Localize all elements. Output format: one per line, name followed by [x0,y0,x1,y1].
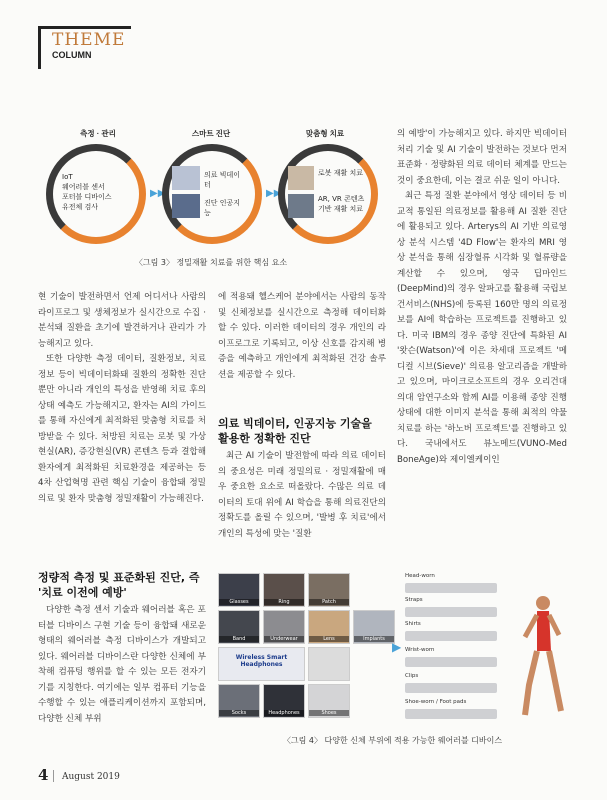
brain-scan-image-icon [172,194,200,218]
device-tile: Socks [218,684,260,718]
diagnosis-item: 진단 인공지능 [204,199,241,217]
device-tile [308,647,350,681]
device-tile: Glasses [218,573,260,607]
runner-icon [515,593,565,719]
measure-item: 포터블 디바이스 [62,193,112,201]
issue-month: August 2019 [62,772,120,782]
body-label: Straps [405,597,423,603]
body-label: Head-worn [405,573,435,579]
device-strip [405,583,497,593]
body-label: Clips [405,673,419,679]
page-number: 4 [38,766,49,784]
device-strip [405,607,497,617]
device-tile: Band [218,610,260,644]
device-tile: Patch [308,573,350,607]
figure-4-device-grid [218,573,398,721]
device-tile: Underwear [263,610,305,644]
section-heading: 정량적 측정 및 표준화된 진단, 즉 '치료 이전에 예방' [38,571,200,599]
measure-item: IoT [62,173,73,181]
column-2-continued [218,449,386,542]
body-label: Wrist-worn [405,647,435,653]
figure-3-caption: 〈그림 3〉 정밀재활 치료를 위한 핵심 요소 [134,258,288,267]
column-3 [397,127,567,468]
figure-4-body-map [405,573,565,721]
body-label: Shirts [405,621,421,627]
column-1-continued [38,603,206,727]
device-strip [405,631,497,641]
device-tile: Lens [308,610,350,644]
device-tile: Shoes [308,684,350,718]
measure-item: 웨어러블 센서 [62,183,105,191]
device-strip [405,709,497,719]
paragraph: 최근 특정 질환 분야에서 영상 데이터 등 비교적 통일된 의료정보를 활용해 AI 질환 진단에 활용되고 있다. Arterys의 AI 기반 의료영상 분석 시스템 '4D Flow'는 환자의 MRI 영상 분석을 통해 심장혈류 시각화 및 혈류량을 계산할 수 있으며, 영국 딥마인드(DeepMind)의 경우 알파고를 활용해 국립보건서비스(NHS)에 등록된 160만 명의 의료정보를 AI에 학습하는 프로젝트를 진행하고 있다. 미국 IBM의 경우 종양 진단에 특화된 AI '왓슨(Watson)'에 이은 차세대 프로젝트 '메디컬 시브(Sieve)' 의료용 알고리즘을 개발하고 있으며, 마이크로소프트의 경우 오리건대의대 암연구소와 함께 AI를 이용해 종양 진행 상태에 대한 이미지 분석을 통해 최적의 약물 치료를 하는 '하노버 프로젝트'를 진행하고 있다. 국내에서도 뷰노메드(VUNO-Med BoneAge)와 제이엘케이인 [397,191,567,465]
robot-therapy-image-icon [288,166,314,190]
paragraph: 에 적용돼 헬스케어 분야에서는 사람의 동작 및 신체정보를 실시간으로 측정해 데이터화할 수 있다. 이러한 데이터의 경우 개인의 라이프로그로 기록되고, 이상 신호를 감지해 병증을 예측하고 개인에게 최적화된 건강 솔루션을 제공할 수 있다. [218,292,386,380]
measure-item: 유전체 검사 [62,203,99,211]
device-tile: Ring [263,573,305,607]
figure-3-diagram [38,128,384,252]
paragraph: 다양한 측정 센서 기술과 웨어러블 혹은 포터블 디바이스 구현 기술 등이 융합돼 새로운 형태의 웨어러블 측정 디바이스가 개발되고 있다. 웨어러블 디바이스란 다양한 신체에 부착해 컴퓨팅 행위를 할 수 있는 모든 전자기기를 지칭한다. 여기에는 일부 컴퓨터 기능을 수행할 수 있는 애플리케이션까지 포함되며, 다양한 신체 부위 [38,605,206,724]
device-tile: Headphones [263,684,305,718]
paragraph: 최근 AI 기술이 발전함에 따라 의료 데이터의 중요성은 미래 정밀의료 · 정밀재활에 매우 중요한 요소로 떠올랐다. 수많은 의료 데이터의 토대 위에 AI 학습을 통해 의료진단의 정확도를 올릴 수 있으며, '발병 후 치료'에서 개인의 특성에 맞는 '질환 [218,451,386,539]
section-heading: 의료 빅데이터, 인공지능 기술을 활용한 정확한 진단 [218,417,372,445]
theme-label: THEME [52,30,126,50]
treatment-item: 로봇 재활 치료 [318,169,364,177]
vr-therapy-image-icon [288,194,314,218]
footer-divider [53,770,54,782]
measure-items [62,172,112,212]
column-label: COLUMN [52,50,92,60]
stage-label-treatment: 맞춤형 치료 [305,129,345,138]
paragraph: 현 기술이 발전하면서 언제 어디서나 사람의 라이프로그 및 생체정보가 실시간으로 수집 · 분석돼 질환을 초기에 발견하거나 관리가 가능해지고 있다. [38,292,206,349]
column-2 [218,290,386,383]
body-label: Shoe-worn / Foot pads [405,699,467,705]
paragraph: 의 예방'이 가능해지고 있다. 하지만 빅데이터 처리 기술 및 AI 기술이 발전하는 것보다 먼저 표준화 · 정량화된 의료 데이터 체계를 만드는 것이 중요한데, 이는 결코 쉬운 일이 아니다. [397,129,567,186]
arrow-icon: ▶ [392,640,402,654]
device-strip [405,683,497,693]
figure-4-caption: 〈그림 4〉 다양한 신체 부위에 적용 가능한 웨어러블 디바이스 [282,736,503,745]
device-strip [405,657,497,667]
column-1 [38,290,206,507]
arrow-icon: ▶▶ [266,188,282,199]
diagnosis-item: 의료 빅데이터 [204,171,241,189]
treatment-item: AR, VR 콘텐츠 기반 재활 치료 [318,195,365,213]
stage-label-diagnosis: 스마트 진단 [191,129,231,138]
paragraph: 또한 다양한 측정 데이터, 질환정보, 치료정보 등이 빅데이터화돼 질환의 정확한 진단뿐만 아니라 개인의 특성을 반영해 치료 후의 상태 예측도 가능해지고, 환자는 AI의 가이드를 통해 자신에게 최적화된 맞춤형 치료를 처방받을 수 있다. 처방된 치료는 로봇 및 가상현실(AR), 증강현실(VR) 콘텐츠 등과 결합해 환자에게 최적화된 치료환경을 제공하는 등 4차 산업혁명 관련 핵심 기술이 융합돼 정밀의료 및 환자 맞춤형 정밀재활이 가능해진다. [38,354,206,504]
stage-label-measure: 측정 · 관리 [80,129,116,138]
arrow-icon: ▶▶ [150,188,166,199]
device-tile: Implants [353,610,395,644]
bigdata-image-icon [172,166,200,190]
headphones-promo-tile: Wireless Smart Headphones [218,647,305,681]
